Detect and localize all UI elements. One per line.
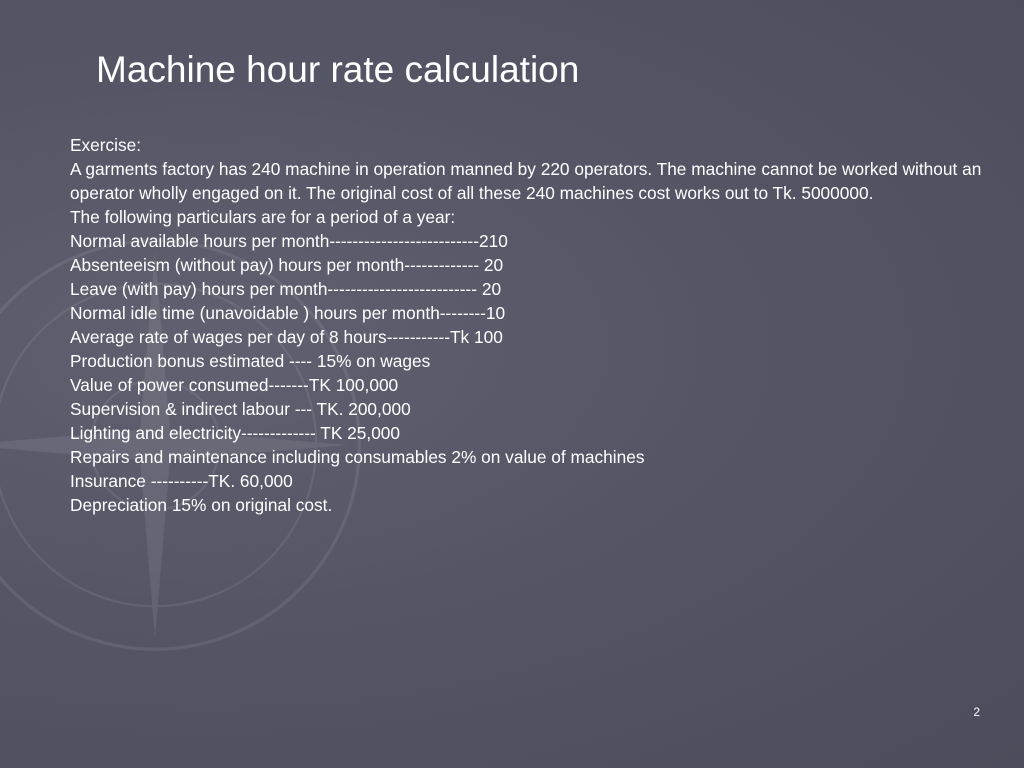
particular-supervision: Supervision & indirect labour --- TK. 200,000: [70, 399, 411, 419]
particulars-intro: The following particulars are for a period of a year:: [70, 207, 456, 227]
problem-statement: A garments factory has 240 machine in operation manned by 220 operators. The machine cannot be worked without an operator wholly engaged on it. The original cost of all these 240 machines cost works out to Tk. 5000000.: [70, 159, 982, 203]
exercise-label: Exercise:: [70, 135, 142, 155]
slide-title: Machine hour rate calculation: [96, 49, 580, 90]
particular-normal-hours: Normal available hours per month--------------------------210: [70, 231, 508, 251]
particular-depreciation: Depreciation 15% on original cost.: [70, 495, 333, 515]
particular-insurance: Insurance ----------TK. 60,000: [70, 471, 293, 491]
particular-power: Value of power consumed-------TK 100,000: [70, 375, 399, 395]
particular-idle-time: Normal idle time (unavoidable ) hours per month--------10: [70, 303, 506, 323]
particular-repairs: Repairs and maintenance including consumables 2% on value of machines: [70, 447, 645, 467]
page-number: 2: [973, 705, 980, 719]
particular-lighting: Lighting and electricity------------- TK 25,000: [70, 423, 401, 443]
particular-absenteeism: Absenteeism (without pay) hours per month------------- 20: [70, 255, 504, 275]
particular-production-bonus: Production bonus estimated ---- 15% on wages: [70, 351, 431, 371]
particular-leave: Leave (with pay) hours per month-------------------------- 20: [70, 279, 502, 299]
particular-wage-rate: Average rate of wages per day of 8 hours-----------Tk 100: [70, 327, 503, 347]
slide-body: [70, 133, 1000, 517]
